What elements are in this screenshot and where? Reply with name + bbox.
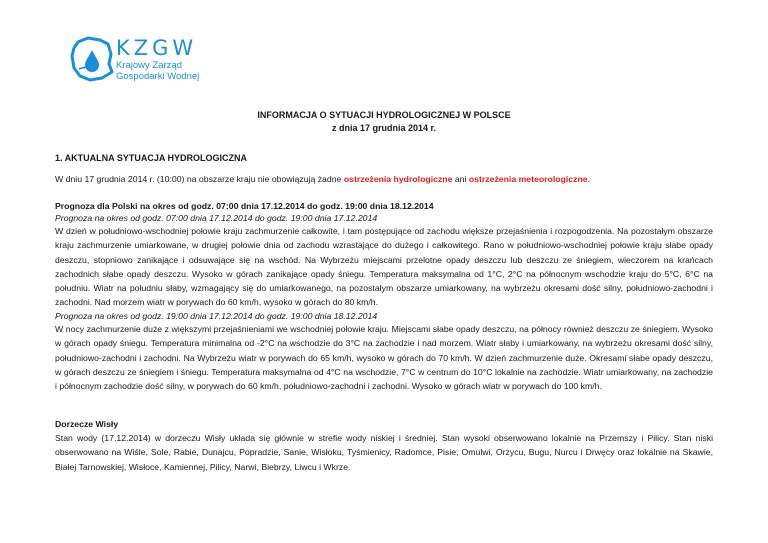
forecast-subheading-1: Prognoza na okres od godz. 07:00 dnia 17.12.2014 do godz. 19:00 dnia 17.12.2014 <box>55 213 378 223</box>
document-title: INFORMACJA O SYTUACJI HYDROLOGICZNEJ W POLSCE <box>257 110 511 120</box>
hydrological-warnings-link[interactable]: ostrzeżenia hydrologiczne <box>343 174 453 184</box>
vistula-heading: Dorzecze Wisły <box>55 419 119 429</box>
document-date: z dnia 17 grudnia 2014 r. <box>331 123 437 133</box>
meteorological-warnings-link[interactable]: ostrzeżenia meteorologiczne <box>468 174 588 184</box>
logo-line-2: Gospodarki Wodnej <box>116 71 200 82</box>
forecast-text-1: W dzień w południowo-wschodniej połowie kraju zachmurzenie całkowite, i tam postępujące od zachodu większe przejaśnienia i rozpogodzenia. Na pozostałym obszarze kraju zachmurzenie umiarkowane, w drugiej połowie dnia od zachodu wzrastające do dużego i całkowitego. Rano w południowo-wschodniej połowie kraju słabe opady deszczu, stopniowo zanikające i odsuwające się na wschód. Na Wybrzeżu miejscami przelotne opady deszczu lub deszczu ze śniegiem, wieczorem na krańcach zachodnich słabe opady deszczu. Wysoko w górach zanikające opady śniegu. Temperatura maksymalna od 1°C, 2°C na północnym wschodzie kraju do 5°C, 6°C na południu. Wiatr na południu słaby, wzmagający się do umiarkowanego, na pozostałym obszarze umiarkowany, na wybrzeżu okresami dość silny, południowo-zachodni i zachodni. Nad morzem wiatr w porywach do 60 km/h, wysoko w górach do 80 km/h. <box>55 226 713 308</box>
section-heading: 1. AKTUALNA SYTUACJA HYDROLOGICZNA <box>55 153 248 163</box>
forecast-heading: Prognoza dla Polski na okres od godz. 07:00 dnia 17.12.2014 do godz. 19:00 dnia 18.12.2014 <box>55 201 434 211</box>
intro-mid: ani <box>452 174 469 184</box>
logo-line-1: Krajowy Zarząd <box>116 60 182 71</box>
kzgw-logo <box>70 36 240 106</box>
forecast-text-2: W nocy zachmurzenie duże z większymi przejaśnieniami we wschodniej połowie kraju. Miejscami słabe opady deszczu, na północy również deszczu ze śniegiem. Wysoko w górach opady śniegu. Temperatura minimalna od -2°C na wschodzie do 3°C na zachodzie i nad morzem. Wiatr słaby i umiarkowany, na wybrzeżu okresami dość silny, południowo-zachodni i zachodni. Na Wybrzeżu wiatr w porywach do 65 km/h, wysoko w górach do 70 km/h. W dzień zachmurzenie duże. Okresami słabe opady deszczu, w górach deszczu ze śniegiem i śniegu. Temperatura maksymalna od 4°C na wschodzie, 7°C w centrum do 10°C lokalnie na zachodzie. Wiatr umiarkowany, na zachodzie i północnym zachodzie dość silny, w porywach do 60 km/h, południowo-zachodni i zachodni. Wysoko w górach wiatr w porywach do 100 km/h. <box>55 324 713 392</box>
poland-map-drop-icon <box>70 36 114 82</box>
intro-suffix: . <box>587 174 591 184</box>
vistula-text: Stan wody (17.12.2014) w dorzeczu Wisły układa się głównie w strefie wody niskiej i średniej. Stan wysoki obserwowano lokalnie na Przemszy i Pilicy. Stan niski obserwowano na Wiśle, Sole, Rabie, Dunajcu, Popradzie, Sanie, Wisłoku, Tyśmienicy, Radomce, Pisie, Omulwi, Orzycu, Bugu, Nurcu i Drwęcy oraz lokalnie na Skawie, Białej Tarnowskiej, Wisłoce, Kamiennej, Pilicy, Narwi, Biebrzy, Liwcu i Wkrze. <box>55 433 713 472</box>
forecast-subheading-2: Prognoza na okres od godz. 19:00 dnia 17.12.2014 do godz. 19:00 dnia 18.12.2014 <box>55 311 378 321</box>
warnings-paragraph <box>55 172 713 186</box>
logo-acronym: KZGW <box>116 36 198 60</box>
intro-prefix: W dniu 17 grudnia 2014 r. (10:00) na obszarze kraju nie obowiązują żadne <box>55 174 344 184</box>
logo-text <box>116 36 199 82</box>
